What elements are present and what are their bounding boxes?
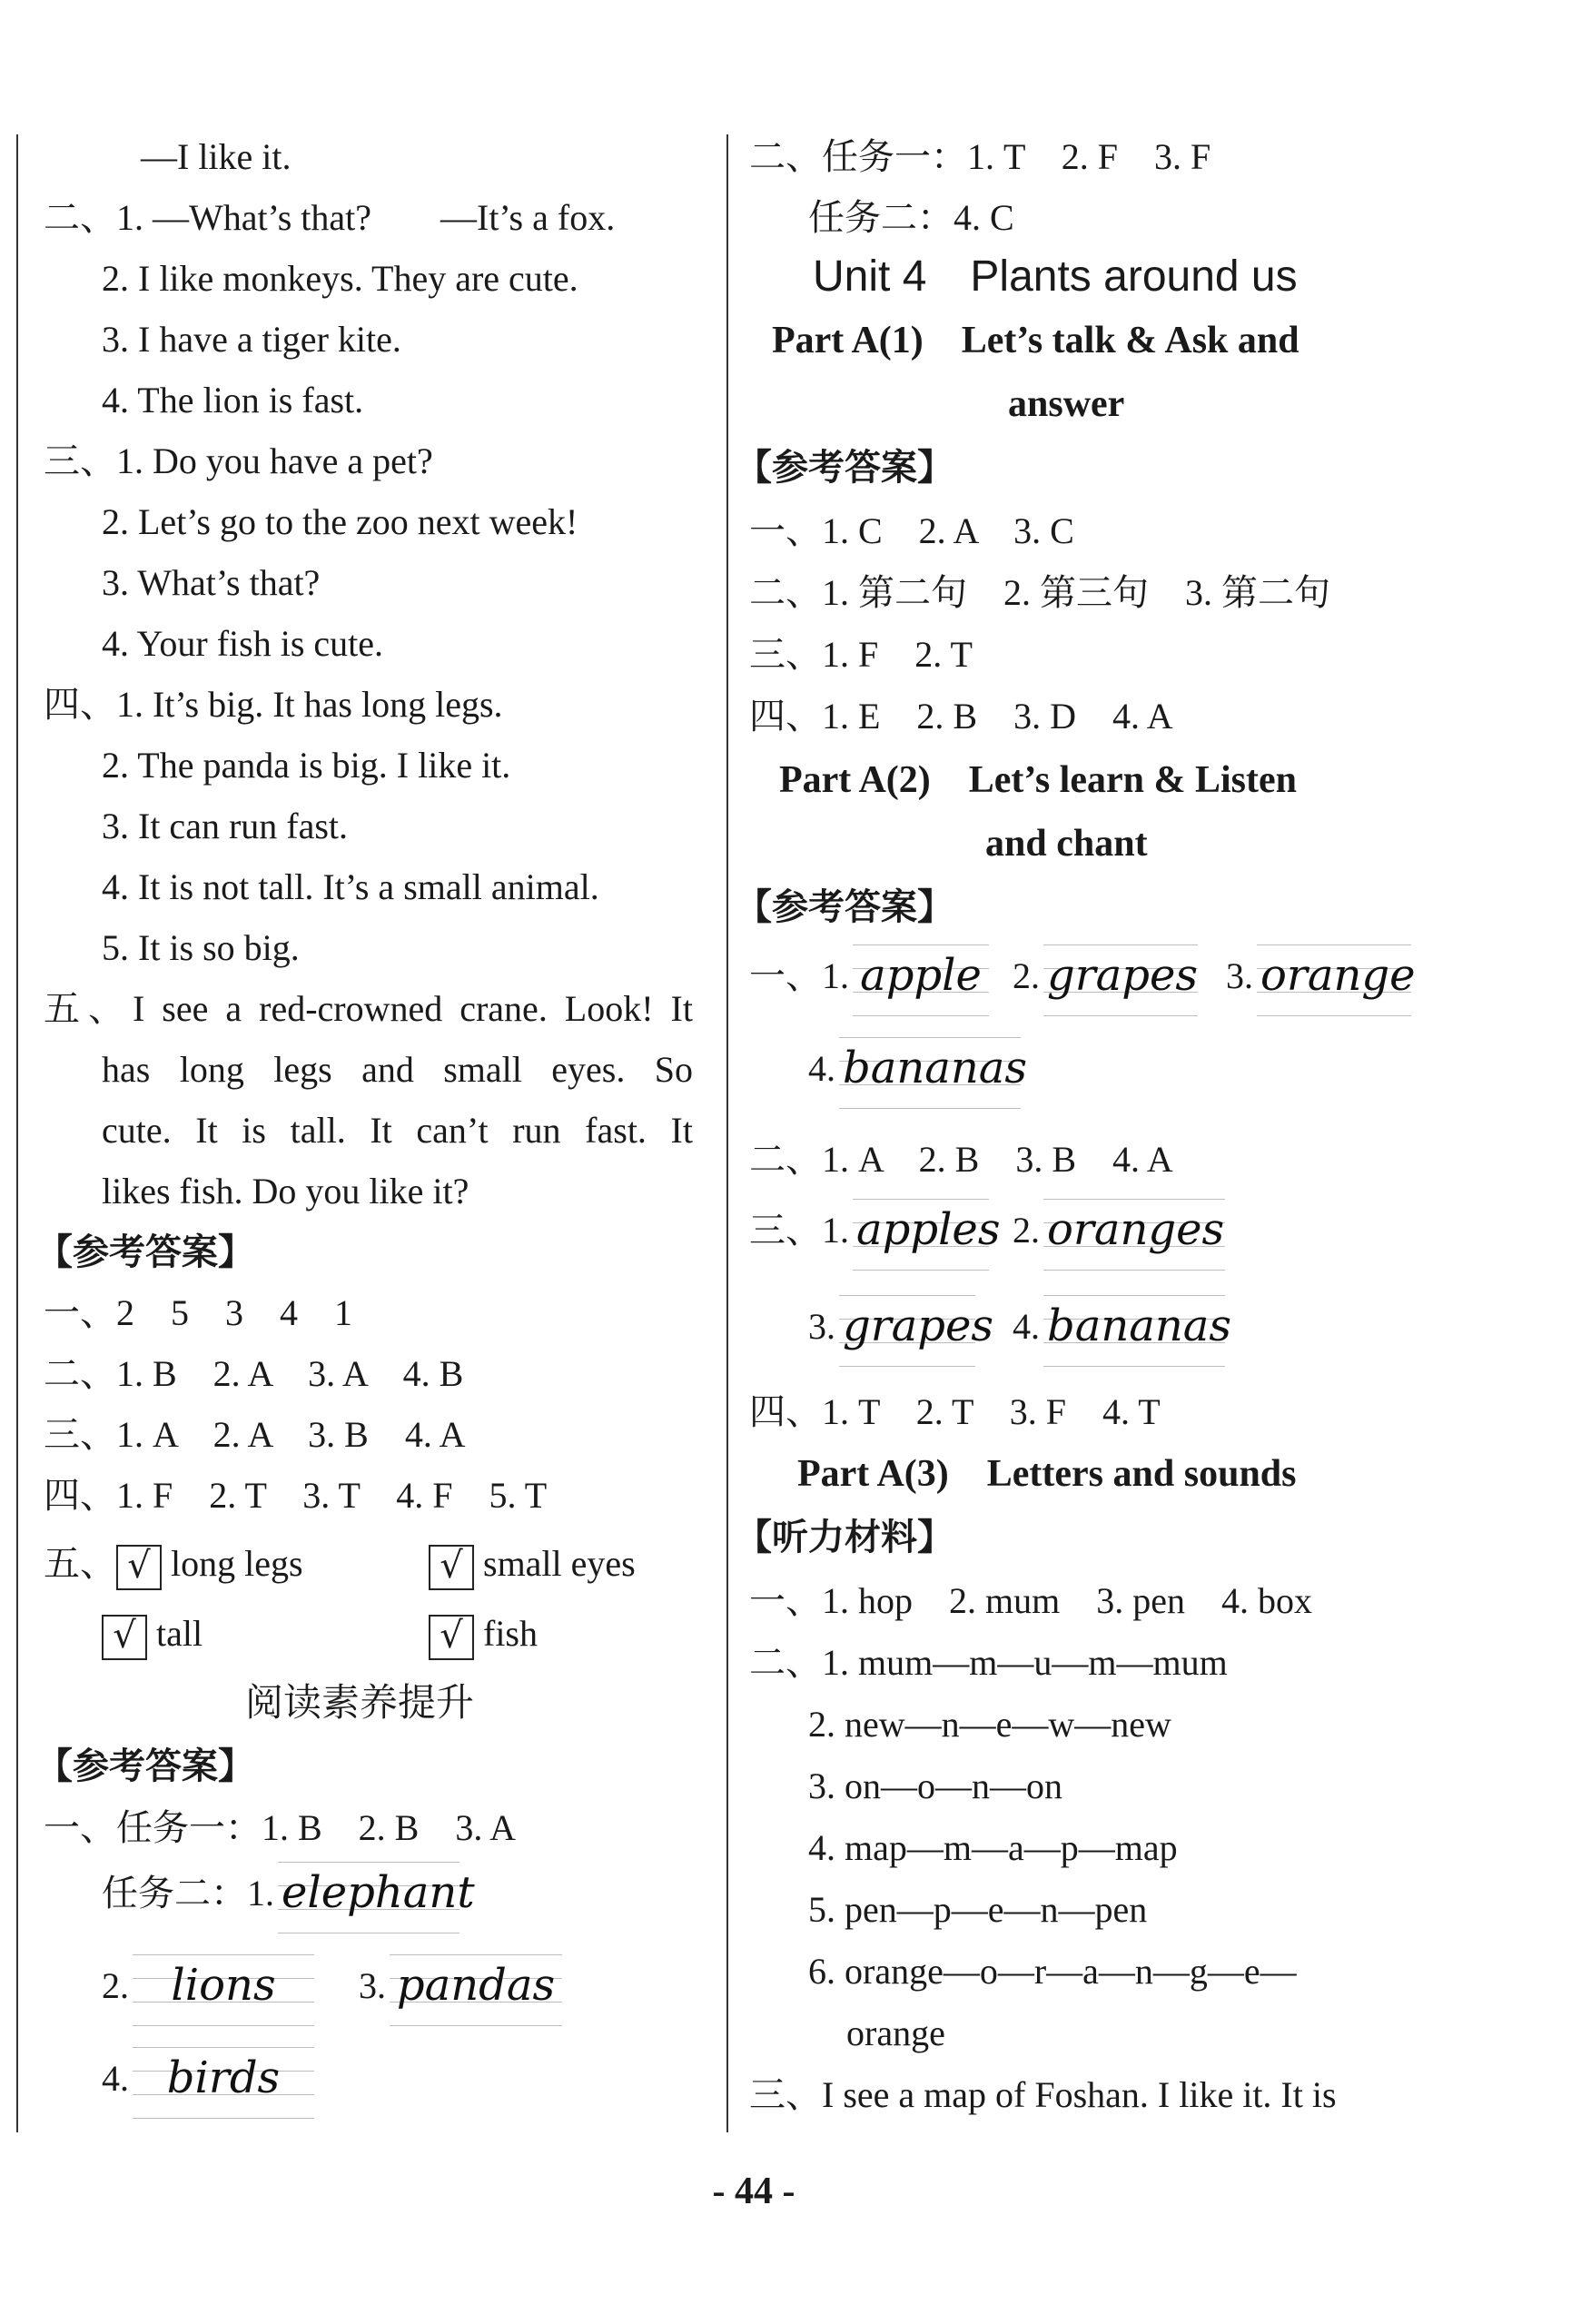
answer-line: 2. The panda is big. I like it. [102, 745, 511, 786]
handwritten-answer: birds [166, 2052, 281, 2103]
answer-line: 三、1. F 2. T [749, 634, 973, 675]
part-title: Part A(2) Let’s learn & Listen [779, 759, 1297, 801]
handwriting-line [1257, 943, 1416, 1017]
answer-line: —It’s a fox. [440, 197, 616, 238]
checkbox-row [102, 1611, 203, 1660]
checkbox-row [44, 1541, 303, 1590]
answer-line: 3. I have a tiger kite. [102, 319, 401, 360]
answer-line: 三、I see a map of Foshan. I like it. It is [749, 2074, 1337, 2115]
answer-line: —I like it. [141, 136, 291, 177]
answer-line: 5. pen—p—e—n—pen [808, 1889, 1148, 1930]
section-heading: 【听力材料】 [736, 1517, 954, 1558]
question-prefix: 五、 [44, 1543, 116, 1584]
handwriting-line [133, 1953, 314, 2027]
answer-line: 二、任务一：1. T 2. F 3. F [749, 136, 1211, 177]
handwritten-answer: grapes [1047, 950, 1199, 1001]
section-heading: 【参考答案】 [736, 886, 954, 928]
part-title: Part A(1) Let’s talk & Ask and [772, 320, 1299, 361]
check-mark-icon: √ [440, 1544, 463, 1587]
handwriting-row [1013, 943, 1201, 1017]
answer-line: 任务二：4. C [808, 197, 1014, 238]
answer-line: cute. It is tall. It can’t run fast. It [102, 1110, 693, 1151]
answer-number: 2. [1013, 1210, 1040, 1251]
handwriting-line [1043, 1293, 1232, 1368]
answer-number: 2. [1013, 955, 1040, 997]
unit-title: Unit 4 Plants around us [813, 252, 1298, 301]
handwritten-answer: grapes [843, 1300, 994, 1351]
answer-line: 4. Your fish is cute. [102, 623, 384, 664]
answer-number: 4. [102, 2058, 129, 2100]
part-title: Part A(3) Letters and sounds [797, 1453, 1297, 1495]
answer-number: 3. [1226, 955, 1253, 997]
answer-line: 一、1. hop 2. mum 3. pen 4. box [749, 1580, 1312, 1621]
column-divider [726, 134, 728, 2132]
handwriting-line [390, 1953, 562, 2027]
answer-line: 三、1. A 2. A 3. B 4. A [44, 1414, 466, 1455]
section-heading: 【参考答案】 [36, 1745, 254, 1787]
answer-line: 四、1. F 2. T 3. T 4. F 5. T [44, 1475, 548, 1516]
answer-line: 三、1. Do you have a pet? [44, 440, 433, 481]
section-heading: 【参考答案】 [736, 447, 954, 489]
answer-line: 2. new—n—e—w—new [808, 1704, 1171, 1745]
checkbox-row [429, 1541, 636, 1590]
answer-line: 5. It is so big. [102, 927, 300, 968]
checkbox-row [429, 1611, 538, 1660]
checkbox-checked [102, 1615, 147, 1660]
handwritten-answer: apple [860, 950, 982, 1001]
answer-number: 三、1. [749, 1210, 849, 1251]
answer-line: 一、2 5 3 4 1 [44, 1292, 352, 1333]
answer-line: has long legs and small eyes. So [102, 1049, 693, 1090]
answer-line: 6. orange—o—r—a—n—g—e— [808, 1951, 1297, 1992]
answer-number: 2. [102, 1965, 129, 2007]
answer-number: 4. [808, 1048, 835, 1090]
answer-line: 2. I like monkeys. They are cute. [102, 258, 578, 299]
handwriting-line [278, 1860, 475, 1934]
check-mark-icon: √ [113, 1614, 136, 1656]
answer-line: 五、I see a red-crowned crane. Look! It [44, 988, 693, 1029]
answer-line: 3. What’s that? [102, 562, 321, 603]
left-margin-rule [16, 134, 18, 2132]
answer-number: 3. [359, 1965, 386, 2007]
part-title: answer [1008, 383, 1125, 425]
answer-line: 二、1. mum—m—u—m—mum [749, 1642, 1228, 1683]
checkbox-checked [116, 1545, 162, 1590]
handwriting-line [133, 2045, 314, 2120]
answer-line: 四、1. E 2. B 3. D 4. A [749, 696, 1173, 737]
answer-line: 二、1. B 2. A 3. A 4. B [44, 1353, 464, 1394]
answer-line: 3. on—o—n—on [808, 1765, 1062, 1806]
answer-line: orange [846, 2012, 945, 2053]
handwritten-answer: bananas [1047, 1300, 1232, 1351]
handwriting-line [853, 943, 989, 1017]
answer-line: 二、1. A 2. B 3. B 4. A [749, 1139, 1173, 1180]
handwriting-row [359, 1953, 566, 2027]
answer-number: 任务二：1. [102, 1873, 274, 1914]
answer-line: 四、1. T 2. T 3. F 4. T [749, 1391, 1161, 1432]
handwriting-row [1013, 1293, 1232, 1368]
section-heading: 【参考答案】 [36, 1231, 254, 1273]
answer-line: 二、1. —What’s that? [44, 197, 372, 238]
answer-line: 3. It can run fast. [102, 806, 349, 846]
answer-line: likes fish. Do you like it? [102, 1171, 469, 1211]
handwriting-row [102, 1860, 475, 1934]
checkbox-checked [429, 1545, 474, 1590]
section-title: 阅读素养提升 [245, 1680, 475, 1725]
part-title: and chant [985, 823, 1148, 865]
handwriting-row [749, 1197, 1001, 1271]
handwriting-line [1043, 1197, 1225, 1271]
handwriting-line [839, 1035, 1028, 1110]
handwriting-line [839, 1293, 994, 1368]
handwriting-row [102, 1953, 318, 2027]
handwriting-line [1043, 943, 1198, 1017]
answer-line: 4. It is not tall. It’s a small animal. [102, 866, 599, 907]
checkbox-label: small eyes [483, 1543, 636, 1584]
answer-line: 四、1. It’s big. It has long legs. [44, 684, 503, 725]
checkbox-label: long legs [171, 1543, 303, 1584]
check-mark-icon: √ [127, 1544, 151, 1587]
handwriting-row [808, 1293, 994, 1368]
checkbox-label: fish [483, 1613, 538, 1654]
handwritten-answer: orange [1260, 950, 1416, 1001]
answer-line: 一、任务一：1. B 2. B 3. A [44, 1807, 517, 1848]
check-mark-icon: √ [440, 1614, 463, 1656]
answer-line: 4. The lion is fast. [102, 380, 364, 420]
answer-number: 4. [1013, 1306, 1040, 1348]
handwriting-line [853, 1197, 1001, 1271]
handwriting-row [1226, 943, 1415, 1017]
answer-line: 二、1. 第二句 2. 第三句 3. 第二句 [749, 572, 1330, 613]
handwriting-row [808, 1035, 1028, 1110]
answer-line: 一、1. C 2. A 3. C [749, 510, 1074, 551]
handwritten-answer: apples [856, 1204, 1001, 1255]
answer-line: 2. Let’s go to the zoo next week! [102, 501, 578, 542]
page-number: - 44 - [712, 2171, 795, 2212]
answer-number: 一、1. [749, 955, 849, 997]
handwritten-answer: bananas [843, 1043, 1028, 1093]
handwritten-answer: elephant [282, 1867, 475, 1918]
handwritten-answer: lions [171, 1960, 276, 2011]
checkbox-label: tall [156, 1613, 203, 1654]
handwritten-answer: oranges [1047, 1204, 1225, 1255]
answer-line: 4. map—m—a—p—map [808, 1827, 1178, 1868]
handwriting-row [749, 943, 993, 1017]
handwritten-answer: pandas [396, 1960, 556, 2011]
handwriting-row [1013, 1197, 1229, 1271]
checkbox-checked [429, 1615, 474, 1660]
answer-number: 3. [808, 1306, 835, 1348]
handwriting-row [102, 2045, 318, 2120]
